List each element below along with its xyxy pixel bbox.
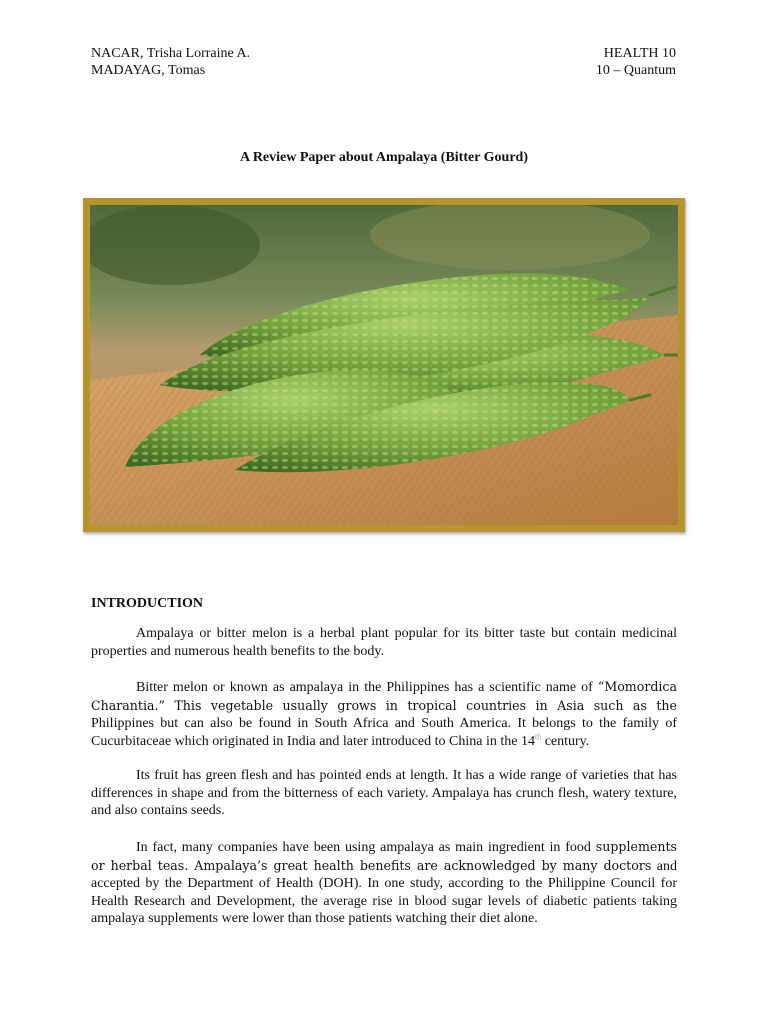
intro-paragraph-2-part-d: century.: [541, 733, 590, 749]
author-line-2: MADAYAG, Tomas: [91, 63, 206, 78]
subject-line: HEALTH 10: [603, 46, 676, 61]
ampalaya-photo: [83, 198, 685, 532]
introduction-heading: INTRODUCTION: [91, 596, 204, 611]
intro-paragraph-4-part-a: In fact, many companies have been using ampalaya as main ingredient in food: [136, 840, 591, 855]
intro-paragraph-2: [91, 678, 677, 750]
intro-paragraph-3-text: Its fruit has green flesh and has pointed ends at length. It has a wide range of varieties that has differences in shape and from the bitterness of each variety. Ampalaya has crunch flesh, watery texture, and also contains seeds.: [91, 768, 677, 818]
author-block: [91, 45, 250, 79]
intro-paragraph-1: [91, 625, 677, 660]
intro-paragraph-2-part-b: “Momordica Charantia.” This vegetable usually grows in tropical countries in Asia such as the: [91, 679, 677, 713]
ordinal-suffix: th: [534, 731, 542, 741]
intro-paragraph-4: [91, 838, 677, 928]
intro-paragraph-2-part-a: Bitter melon or known as ampalaya in the Philippines has a scientific name of: [136, 680, 593, 695]
author-line-1: NACAR, Trisha Lorraine A.: [91, 46, 251, 61]
document-title: A Review Paper about Ampalaya (Bitter Gourd): [239, 150, 529, 165]
bitter-gourd-image: [90, 205, 678, 525]
class-block: [596, 45, 676, 79]
intro-paragraph-1-text: Ampalaya or bitter melon is a herbal plant popular for its bitter taste but contain medicinal properties and numerous health benefits to the body.: [91, 626, 677, 659]
intro-paragraph-4-part-c: and accepted by the Department of Health (DOH). In one study, according to the Philippine Council for Health Research and Development, the average rise in blood sugar levels of diabetic patients taking ampalaya supplements were lower than those patients watching their diet alone.: [91, 858, 678, 926]
intro-paragraph-4-part-b: supplements or herbal teas. Ampalaya’s great health benefits are acknowledged by many doctors: [91, 839, 677, 873]
intro-paragraph-2-part-c: Philippines but can also be found in South Africa and South America. It belongs to the family of Cucurbitaceae which originated in India and later introduced to China in the 14: [91, 716, 677, 749]
intro-paragraph-3: [91, 767, 677, 820]
section-line: 10 – Quantum: [595, 63, 676, 78]
